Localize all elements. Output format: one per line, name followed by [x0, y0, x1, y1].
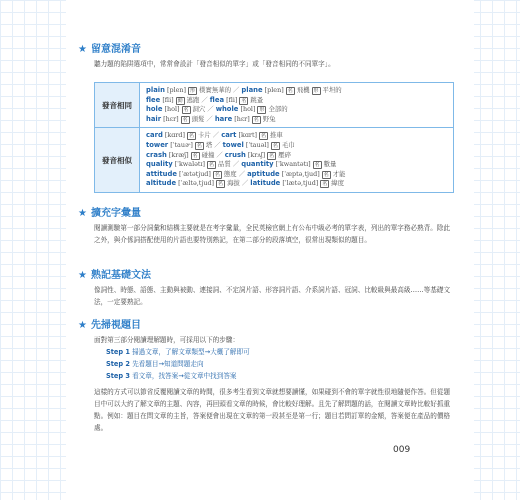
- separator: ／: [216, 150, 223, 159]
- phonetic: [krʌʃ]: [247, 150, 266, 159]
- section-title-scan-questions: ★ 先掃視題目: [78, 320, 141, 331]
- chinese-meaning: 才能: [332, 169, 346, 178]
- phonetic: [ˈætətjud]: [179, 169, 211, 178]
- part-of-speech-badge: 名: [323, 171, 329, 178]
- book-page: [66, 0, 474, 500]
- part-of-speech-badge: 名: [189, 133, 195, 140]
- part-of-speech-badge: 名: [209, 162, 215, 169]
- vocab-row: [146, 179, 447, 189]
- section-paragraph: 閱讀測驗第一部分詞彙和結構主要就是在考字彙量，全民英檢官網上有公布中級必考的單字表，列出的單字務必熟背。除此之外，與介係詞搭配使用的片語也要特別熟記，在第二部分的段落填空，很常出現類似的題目。: [94, 224, 451, 244]
- star-icon: ★: [78, 320, 87, 331]
- chinese-meaning: 洞穴: [192, 105, 206, 114]
- part-of-speech-badge: 名: [314, 162, 320, 169]
- separator: ／: [214, 140, 221, 149]
- phonetic: [ˈtauɚ]: [170, 140, 193, 149]
- table-group-label: 發音相似: [95, 128, 140, 193]
- separator: ／: [206, 114, 213, 123]
- phonetic: [plen]: [167, 86, 187, 94]
- table-row: [95, 83, 454, 128]
- separator: ／: [233, 86, 240, 94]
- part-of-speech-badge: 名: [272, 142, 278, 149]
- separator: ／: [238, 169, 246, 178]
- chinese-meaning: 卡片: [198, 131, 211, 140]
- table-row: [95, 128, 454, 193]
- list-item: Step 3 看文章，找答案→從文章中找到答案: [106, 372, 237, 380]
- vocab-row: [146, 141, 447, 151]
- chinese-meaning: 態度: [223, 169, 237, 178]
- phonetic: [fli]: [226, 95, 238, 104]
- section-paragraph: 面對第三部分閱讀理解題時，可採用以下的步驟：: [94, 336, 240, 344]
- chinese-meaning: 飛機: [296, 86, 310, 94]
- part-of-speech-badge: 形: [190, 88, 196, 94]
- section-paragraph: 聽力題的陷阱選項中，常常會設計「發音相似的單字」或「發音相同的不同單字」。: [94, 60, 335, 68]
- part-of-speech-badge: 名: [196, 142, 202, 149]
- chinese-meaning: 數量: [323, 160, 337, 169]
- vocab-row: [146, 151, 447, 161]
- phonetic: [plen]: [264, 86, 284, 94]
- english-word: card: [146, 131, 163, 140]
- chinese-meaning: 全部的: [268, 105, 288, 114]
- chinese-meaning: 緯度: [331, 179, 345, 188]
- part-of-speech-badge: 名: [322, 181, 328, 188]
- english-word: hare: [214, 114, 233, 123]
- english-word: quantity: [241, 160, 274, 169]
- phonetic: [kræʃ]: [168, 150, 189, 159]
- english-word: aptitude: [247, 169, 280, 178]
- english-word: tower: [146, 140, 169, 149]
- chinese-meaning: 頭髮: [191, 114, 205, 123]
- phonetic: [hɛr]: [163, 114, 179, 123]
- part-of-speech-badge: 形: [313, 88, 319, 94]
- english-word: quality: [146, 160, 173, 169]
- english-word: flee: [146, 95, 161, 104]
- star-icon: ★: [78, 270, 87, 281]
- chinese-meaning: 平坦的: [322, 86, 342, 94]
- table-group-label: 發音相同: [95, 83, 140, 128]
- vocab-row: [146, 115, 447, 125]
- vocab-row: [146, 86, 447, 96]
- chinese-meaning: 塔: [205, 140, 213, 149]
- part-of-speech-badge: 名: [261, 133, 267, 140]
- part-of-speech-badge: 名: [241, 97, 247, 104]
- phonetic: [hɛr]: [234, 114, 250, 123]
- phonetic: [ˈæltə,tjud]: [178, 179, 215, 188]
- list-item: Step 1 掃過文章，了解文章類型→大概了解即可: [106, 348, 250, 356]
- separator: ／: [232, 160, 240, 169]
- chinese-meaning: 逃跑: [186, 95, 200, 104]
- chinese-meaning: 品質: [218, 160, 231, 169]
- vocabulary-table: [94, 82, 454, 193]
- english-word: whole: [215, 105, 239, 114]
- separator: ／: [201, 95, 208, 104]
- english-word: latitude: [250, 179, 281, 188]
- english-word: altitude: [146, 179, 177, 188]
- closing-paragraph: 這樣的方式可以節省反覆閱讀文章的時間，很多考生看到文章就想要讀懂，如果碰到不會的單字就性很地隨便作答。但從題目中可以大約了解文章的主題、內容，再回頭看文章的時候，會比較好理解。且先了解問題的話，在閱讀文章時比較好抓重點。例如：題目在問文章的主旨，答案便會出現在文章的第一段甚至是第一行；題目若問訂單的金額，答案便在產品的價格處。: [94, 388, 451, 432]
- phonetic: [ˈkwalətɪ]: [174, 160, 206, 169]
- vocab-row: [146, 105, 447, 115]
- english-word: towel: [222, 140, 244, 149]
- section-title-grammar: ★ 熟記基礎文法: [78, 270, 151, 281]
- part-of-speech-badge: 名: [218, 181, 224, 188]
- english-word: hair: [146, 114, 162, 123]
- part-of-speech-badge: 形: [259, 107, 265, 114]
- steps-list: [106, 346, 250, 382]
- chinese-meaning: 跳蚤: [250, 95, 264, 104]
- part-of-speech-badge: 名: [287, 88, 293, 94]
- vocab-row: [146, 170, 447, 180]
- chinese-meaning: 毛巾: [281, 140, 295, 149]
- vocab-row: [146, 96, 447, 106]
- vocab-row: [146, 131, 447, 141]
- english-word: flea: [209, 95, 225, 104]
- chinese-meaning: 樸實無華的: [199, 86, 231, 94]
- part-of-speech-badge: 名: [269, 152, 275, 159]
- section-title-confusing-sounds: ★ 留意混淆音: [78, 44, 141, 55]
- separator: ／: [207, 105, 214, 114]
- chinese-meaning: 推車: [270, 131, 283, 140]
- list-item: Step 2 先看題目→知道問題走向: [106, 360, 204, 368]
- english-word: crash: [146, 150, 167, 159]
- section-title-vocabulary: ★ 擴充字彙量: [78, 208, 141, 219]
- chinese-meaning: 碰撞: [201, 150, 215, 159]
- part-of-speech-badge: 名: [253, 116, 259, 123]
- english-word: plane: [241, 86, 263, 94]
- phonetic: [ˈtauəl]: [245, 140, 269, 149]
- separator: ／: [212, 131, 220, 140]
- star-icon: ★: [78, 44, 87, 55]
- phonetic: [fli]: [162, 95, 174, 104]
- part-of-speech-badge: 名: [192, 152, 198, 159]
- part-of-speech-badge: 名: [182, 116, 188, 123]
- part-of-speech-badge: 名: [183, 107, 189, 114]
- english-word: attitude: [146, 169, 177, 178]
- english-word: crush: [224, 150, 246, 159]
- chinese-meaning: 海拔: [227, 179, 240, 188]
- phonetic: [ˈæptə,tjud]: [281, 169, 320, 178]
- page-number: 009: [393, 445, 411, 455]
- chinese-meaning: 野兔: [262, 114, 276, 123]
- phonetic: [ˈlætə,tjud]: [282, 179, 319, 188]
- part-of-speech-badge: 名: [214, 171, 220, 178]
- part-of-speech-badge: 動: [177, 97, 183, 104]
- chinese-meaning: 壓碎: [278, 150, 291, 159]
- english-word: hole: [146, 105, 163, 114]
- phonetic: [kɑrd]: [164, 131, 185, 140]
- vocab-row: [146, 160, 447, 170]
- table-group-cell: [140, 128, 454, 193]
- phonetic: [kɑrt]: [238, 131, 258, 140]
- separator: ／: [241, 179, 249, 188]
- section-paragraph: 像詞性、時態、語態、主動與被動、連接詞、不定詞片語、形容詞片語、介系詞片語、冠詞、比較級與最高級……等基礎文法，一定要熟記。: [94, 286, 451, 306]
- english-word: cart: [221, 131, 237, 140]
- english-word: plain: [146, 86, 165, 94]
- phonetic: [hol]: [240, 105, 256, 114]
- table-group-cell: [140, 83, 454, 128]
- phonetic: [ˈkwantətɪ]: [275, 160, 311, 169]
- phonetic: [hol]: [164, 105, 180, 114]
- star-icon: ★: [78, 208, 87, 219]
